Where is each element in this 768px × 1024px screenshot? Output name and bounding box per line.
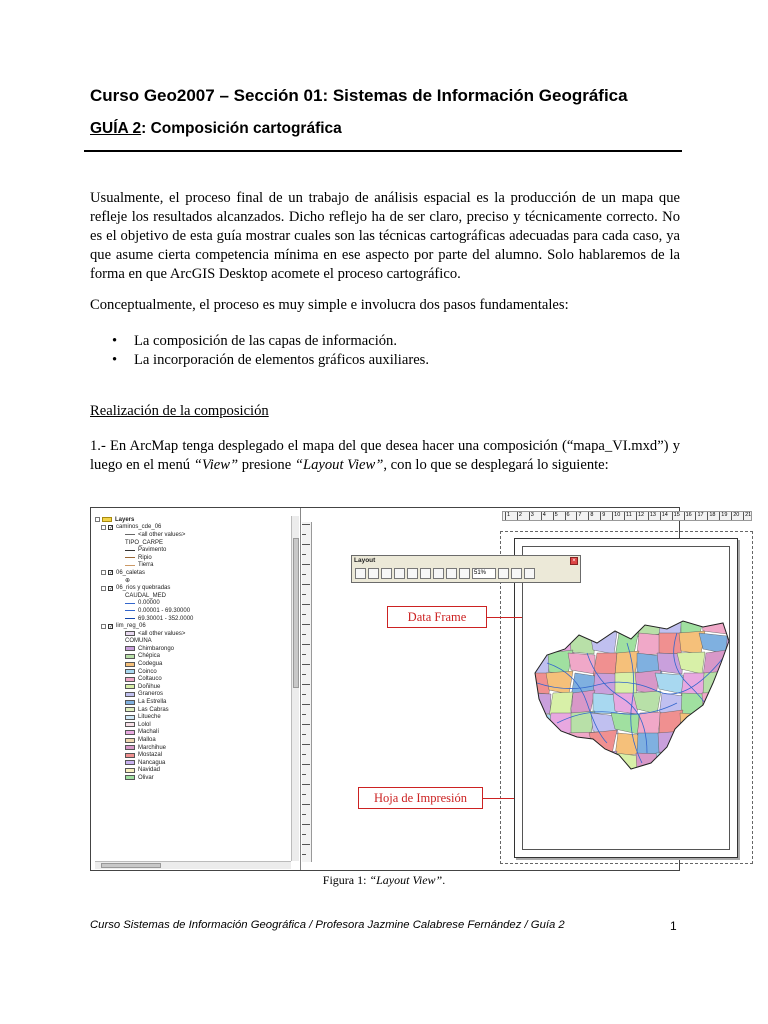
layout-work-area — [302, 508, 752, 870]
toc-item-label: Navidad — [138, 767, 161, 774]
ruler-tick — [302, 684, 310, 685]
legend-swatch — [125, 669, 135, 674]
data-frame-leader-line — [487, 617, 522, 618]
legend-line — [125, 550, 135, 551]
toc-item — [95, 668, 291, 676]
toc-item — [95, 615, 291, 623]
ruler-label: 21 — [745, 512, 752, 518]
toc-item-label: 06_caletas — [116, 569, 146, 576]
step1-text-a: 1.- En ArcMap tenga desplegado el mapa del que desea hacer una composición (“mapa_VI.mxd”) y luego en el menú — [90, 438, 680, 473]
change-layout-icon[interactable] — [524, 568, 535, 579]
ruler-label: 16 — [685, 512, 692, 518]
comuna-polygon — [549, 733, 573, 754]
region-map — [527, 613, 732, 773]
toc-item — [95, 562, 291, 570]
list-item: • La incorporación de elementos gráficos auxiliares. — [112, 351, 429, 370]
toc-item — [95, 759, 291, 767]
toc-item — [95, 751, 291, 759]
toc-item-label: TIPO_CARPE — [125, 539, 164, 546]
legend-swatch — [125, 753, 135, 758]
section-heading: Realización de la composición — [90, 403, 269, 419]
ruler-tick — [302, 554, 306, 555]
toc-item — [95, 744, 291, 752]
comuna-polygon — [678, 733, 706, 754]
toc-item — [95, 721, 291, 729]
document-title: Curso Geo2007 – Sección 01: Sistemas de Información Geográfica — [90, 86, 628, 105]
ruler-tick — [302, 784, 310, 785]
comuna-polygon — [615, 733, 639, 756]
zoom-100-icon[interactable] — [433, 568, 444, 579]
toc-item-label: Olivar — [138, 774, 154, 781]
toc-item — [95, 531, 291, 539]
ruler-label: 15 — [673, 512, 680, 518]
data-frame-callout: Data Frame — [387, 606, 487, 628]
ruler-tick — [302, 844, 310, 845]
toc-item-label: Las Cabras — [138, 706, 169, 713]
fixed-zoom-out-icon[interactable] — [420, 568, 431, 579]
header-rule — [84, 150, 682, 152]
comuna-polygon — [549, 713, 573, 735]
toc-item — [95, 577, 291, 585]
step1-text-c: , con lo que se desplegará lo siguiente: — [383, 457, 609, 473]
legend-swatch — [125, 692, 135, 697]
toc-item-label: Tierra — [138, 562, 154, 569]
ruler-tick — [302, 584, 310, 585]
ruler-tick — [302, 644, 310, 645]
toc-item-label: Litueche — [138, 714, 161, 721]
ruler-tick — [302, 624, 310, 625]
concept-paragraph: Conceptualmente, el proceso es muy simple e involucra dos pasos fundamentales: — [90, 297, 569, 313]
ruler-tick — [302, 854, 306, 855]
ruler-tick — [302, 604, 310, 605]
layer-visibility-checkbox[interactable]: ✓ — [109, 524, 114, 531]
layer-visibility-checkbox[interactable]: ✓ — [109, 623, 114, 630]
legend-swatch — [125, 707, 135, 712]
ruler-tick — [541, 512, 542, 520]
toc-item-label: <all other values> — [138, 630, 186, 637]
expand-toggle-icon[interactable] — [101, 525, 106, 530]
figure-caption — [0, 873, 768, 888]
intro-paragraph: Usualmente, el proceso final de un trabajo de análisis espacial es la producción de un mapa que refleje los resultados alcanzados. Dicho reflejo ha de ser claro, preciso y técnicamente correcto. No es el objetivo de esta guía mostrar cuales son las técnicas cartográficas adecuadas para cada caso, ya que asume cierta competencia mínima en ese aspecto por parte del alumno. Solo hablaremos de la forma en que ArcGIS Desktop acomete el proceso cartográfico. — [90, 190, 680, 282]
toc-item-label: 0.00001 - 69.30000 — [138, 607, 191, 614]
ruler-label: 6 — [566, 512, 570, 518]
guide-heading — [90, 120, 342, 138]
toc-item — [95, 774, 291, 782]
toc-item-label: caminos_cde_06 — [116, 524, 162, 531]
legend-swatch — [125, 646, 135, 651]
toc-item-label: Chépica — [138, 653, 161, 660]
ruler-tick — [576, 512, 577, 520]
ruler-tick — [302, 594, 306, 595]
comuna-polygon — [681, 750, 705, 777]
expand-toggle-icon[interactable] — [101, 570, 106, 575]
ruler-tick — [684, 512, 685, 520]
toc-item-label: Doñihue — [138, 683, 161, 690]
legend-line — [125, 534, 135, 535]
legend-swatch — [125, 775, 135, 780]
toc-list — [95, 516, 291, 782]
ruler-tick — [302, 774, 306, 775]
vertical-ruler — [302, 522, 312, 862]
toc-item-label: Machalí — [138, 729, 160, 736]
comuna-polygon — [681, 693, 705, 714]
comuna-polygon — [527, 713, 551, 737]
toc-scroll-thumb[interactable] — [293, 538, 299, 688]
toolbar-title: Layout — [354, 557, 376, 564]
comuna-polygon — [702, 692, 727, 714]
comuna-polygon — [523, 610, 551, 634]
print-sheet-callout: Hoja de Impresión — [358, 787, 483, 809]
toggle-draft-mode-icon[interactable] — [498, 568, 509, 579]
ruler-label: 2 — [518, 512, 522, 518]
ruler-label: 9 — [602, 512, 606, 518]
legend-line — [125, 557, 135, 558]
toc-horizontal-scrollbar[interactable] — [95, 861, 291, 869]
ruler-tick — [302, 654, 306, 655]
toc-item-label: Pavimento — [138, 547, 167, 554]
pan-icon[interactable] — [381, 568, 392, 579]
toc-item — [95, 736, 291, 744]
comuna-polygon — [615, 651, 639, 675]
ruler-tick — [695, 512, 696, 520]
ruler-tick — [302, 834, 306, 835]
toc-vertical-scrollbar[interactable] — [291, 516, 299, 861]
ruler-label: 14 — [661, 512, 668, 518]
legend-line — [125, 610, 135, 611]
toc-item — [95, 698, 291, 706]
toc-item — [95, 600, 291, 608]
toc-item-label: Malloa — [138, 737, 156, 744]
toc-item — [95, 713, 291, 721]
ruler-tick — [302, 534, 306, 535]
ruler-label: 20 — [733, 512, 740, 518]
ruler-label: 13 — [649, 512, 656, 518]
comuna-polygon — [700, 713, 727, 734]
ruler-tick — [648, 512, 649, 520]
ruler-tick — [517, 512, 518, 520]
ruler-tick — [302, 794, 306, 795]
comuna-polygon — [659, 710, 683, 734]
comuna-polygon — [681, 673, 705, 696]
ruler-label: 11 — [626, 512, 632, 518]
ruler-tick — [302, 564, 310, 565]
layers-icon — [102, 517, 112, 522]
ruler-tick — [588, 512, 589, 520]
caption-suffix: . — [442, 873, 446, 887]
ruler-label: 10 — [614, 512, 621, 518]
toc-item — [95, 539, 291, 547]
ruler-tick — [600, 512, 601, 520]
ruler-tick — [553, 512, 554, 520]
toc-item — [95, 607, 291, 615]
legend-swatch — [125, 631, 135, 636]
legend-line — [125, 603, 135, 604]
ruler-label: 17 — [697, 512, 704, 518]
guide-label: GUÍA 2 — [90, 120, 142, 137]
comuna-polygon — [527, 733, 552, 755]
ruler-label: 5 — [554, 512, 558, 518]
ruler-label: 18 — [709, 512, 716, 518]
comuna-polygon — [703, 671, 727, 694]
toc-item — [95, 675, 291, 683]
toc-item-label: 06_rios y quebradas — [116, 585, 171, 592]
comuna-polygon — [589, 730, 617, 754]
toolbar-close-button[interactable]: × — [570, 557, 578, 565]
zoom-out-icon[interactable] — [368, 568, 379, 579]
step1-text-b: presione — [238, 457, 295, 473]
legend-swatch — [125, 662, 135, 667]
ruler-label: 8 — [590, 512, 594, 518]
legend-swatch — [125, 745, 135, 750]
toc-item-label: COMUNA — [125, 638, 152, 645]
legend-line — [125, 618, 135, 619]
ruler-tick — [302, 754, 306, 755]
layer-visibility-checkbox[interactable]: ✓ — [109, 570, 114, 577]
expand-toggle-icon[interactable] — [95, 517, 100, 522]
toc-item — [95, 683, 291, 691]
toc-item — [95, 638, 291, 646]
ruler-tick — [302, 544, 310, 545]
caption-prefix: Figura 1: — [322, 873, 370, 887]
caption-title: “Layout View” — [369, 873, 443, 887]
ruler-tick — [302, 744, 310, 745]
comuna-polygon — [567, 753, 595, 774]
toc-item[interactable] — [95, 584, 291, 592]
guide-subtitle: : Composición cartográfica — [141, 120, 342, 137]
comuna-polygon — [612, 613, 640, 634]
comuna-polygon — [524, 693, 551, 714]
toc-item — [95, 767, 291, 775]
table-of-contents-panel — [91, 508, 301, 870]
print-sheet-leader-line — [483, 798, 514, 799]
comuna-polygon — [659, 612, 683, 635]
toc-item-label: Chimbarongo — [138, 645, 175, 652]
toc-item — [95, 653, 291, 661]
ruler-label: 4 — [542, 512, 546, 518]
legend-swatch — [125, 684, 135, 689]
toc-item-label: 69.30001 - 352.0000 — [138, 615, 194, 622]
steps-list — [112, 332, 429, 370]
comuna-polygon — [547, 753, 573, 774]
toc-item-label: La Estrella — [138, 699, 167, 706]
page-footer: Curso Sistemas de Información Geográfica / Profesora Jazmine Calabrese Fernández / Guía 2 — [90, 919, 565, 931]
ruler-tick — [624, 512, 625, 520]
toolbar-buttons — [355, 568, 535, 579]
toc-item — [95, 592, 291, 600]
toc-item-label: <all other values> — [138, 531, 186, 538]
ruler-tick — [707, 512, 708, 520]
page-number: 1 — [670, 919, 677, 933]
comuna-polygon — [527, 631, 551, 656]
toc-item-label: CAUDAL_MED — [125, 592, 167, 599]
legend-swatch — [125, 722, 135, 727]
comuna-polygon — [593, 751, 617, 776]
step1-paragraph — [90, 437, 680, 475]
ruler-label: 19 — [721, 512, 728, 518]
toc-item — [95, 546, 291, 554]
horizontal-ruler — [502, 511, 752, 521]
comuna-polygon — [549, 613, 573, 636]
toc-item-label: Graneros — [138, 691, 164, 698]
comuna-polygon — [655, 673, 683, 694]
legend-swatch — [125, 760, 135, 765]
ruler-tick — [302, 714, 306, 715]
ruler-tick — [302, 574, 306, 575]
toc-item — [95, 630, 291, 638]
ruler-tick — [672, 512, 673, 520]
comuna-polygon — [658, 731, 683, 754]
previous-extent-icon[interactable] — [446, 568, 457, 579]
comuna-polygon — [637, 633, 661, 655]
ruler-tick — [302, 764, 310, 765]
fixed-zoom-in-icon[interactable] — [407, 568, 418, 579]
ruler-tick — [302, 664, 310, 665]
legend-swatch — [125, 715, 135, 720]
ruler-tick — [302, 634, 306, 635]
legend-line — [125, 565, 135, 566]
ruler-tick — [302, 804, 310, 805]
toc-item-label: lim_reg_06 — [116, 623, 146, 630]
toc-item[interactable] — [95, 569, 291, 577]
ruler-tick — [302, 724, 310, 725]
legend-swatch — [125, 768, 135, 773]
comuna-polygon — [637, 712, 661, 736]
legend-swatch — [125, 677, 135, 682]
comuna-polygon — [571, 613, 595, 634]
ruler-tick — [731, 512, 732, 520]
legend-swatch — [125, 700, 135, 705]
ruler-tick — [302, 734, 306, 735]
toc-item-label: Ripio — [138, 554, 152, 561]
legend-swatch — [125, 738, 135, 743]
ruler-label: 3 — [530, 512, 534, 518]
ruler-tick — [302, 824, 310, 825]
ruler-tick — [505, 512, 506, 520]
comuna-polygon — [592, 611, 617, 634]
toc-item — [95, 706, 291, 714]
expand-toggle-icon[interactable] — [101, 586, 106, 591]
ruler-tick — [660, 512, 661, 520]
legend-swatch — [125, 654, 135, 659]
zoom-whole-page-icon[interactable] — [394, 568, 405, 579]
focus-data-frame-icon[interactable] — [511, 568, 522, 579]
ruler-tick — [565, 512, 566, 520]
view-menu-ref: “View” — [193, 457, 239, 473]
comuna-polygon — [546, 671, 573, 694]
toc-item-label: Codegua — [138, 661, 163, 668]
ruler-tick — [302, 674, 306, 675]
zoom-in-icon[interactable] — [355, 568, 366, 579]
ruler-tick — [302, 704, 310, 705]
toc-item — [95, 554, 291, 562]
comuna-polygon — [680, 713, 705, 734]
comuna-polygon — [637, 733, 661, 754]
ruler-tick — [302, 614, 306, 615]
expand-toggle-icon[interactable] — [101, 624, 106, 629]
toc-item-label: Coinco — [138, 668, 157, 675]
toc-item — [95, 691, 291, 699]
next-extent-icon[interactable] — [459, 568, 470, 579]
toc-hscroll-thumb[interactable] — [101, 863, 161, 868]
ruler-label: 7 — [578, 512, 582, 518]
toc-item[interactable] — [95, 622, 291, 630]
ruler-tick — [302, 524, 310, 525]
toc-item-label: ⊕ — [125, 578, 131, 585]
ruler-tick — [719, 512, 720, 520]
ruler-tick — [612, 512, 613, 520]
toc-item — [95, 660, 291, 668]
layout-view-ref: “Layout View” — [294, 457, 384, 473]
toc-item-label: Lolol — [138, 721, 151, 728]
ruler-label: 1 — [507, 512, 511, 518]
toc-item — [95, 729, 291, 737]
toc-item-label: 0.00000 — [138, 600, 160, 607]
layout-toolbar[interactable] — [351, 555, 581, 583]
list-item: • La composición de las capas de información. — [112, 332, 429, 351]
ruler-tick — [743, 512, 744, 520]
toc-item[interactable] — [95, 524, 291, 532]
toc-item-label: Nancagua — [138, 759, 166, 766]
zoom-level-select[interactable]: 51% — [472, 568, 496, 579]
comuna-polygon — [703, 753, 727, 775]
legend-swatch — [125, 730, 135, 735]
ruler-tick — [636, 512, 637, 520]
toc-item-label: Coltauco — [138, 676, 162, 683]
toc-item-label: Layers — [115, 516, 135, 523]
comuna-polygon — [703, 733, 727, 757]
layer-visibility-checkbox[interactable]: ✓ — [109, 585, 114, 592]
ruler-tick — [302, 694, 306, 695]
layout-view-figure — [90, 507, 752, 871]
comuna-polygon — [656, 752, 683, 774]
comuna-polygon — [527, 750, 551, 774]
ruler-tick — [302, 814, 306, 815]
ruler-label: 12 — [637, 512, 645, 518]
toc-item-label: Marchihue — [138, 744, 167, 751]
toc-item[interactable] — [95, 516, 291, 524]
toc-item — [95, 645, 291, 653]
ruler-tick — [529, 512, 530, 520]
toc-item-label: Mostazal — [138, 752, 163, 759]
